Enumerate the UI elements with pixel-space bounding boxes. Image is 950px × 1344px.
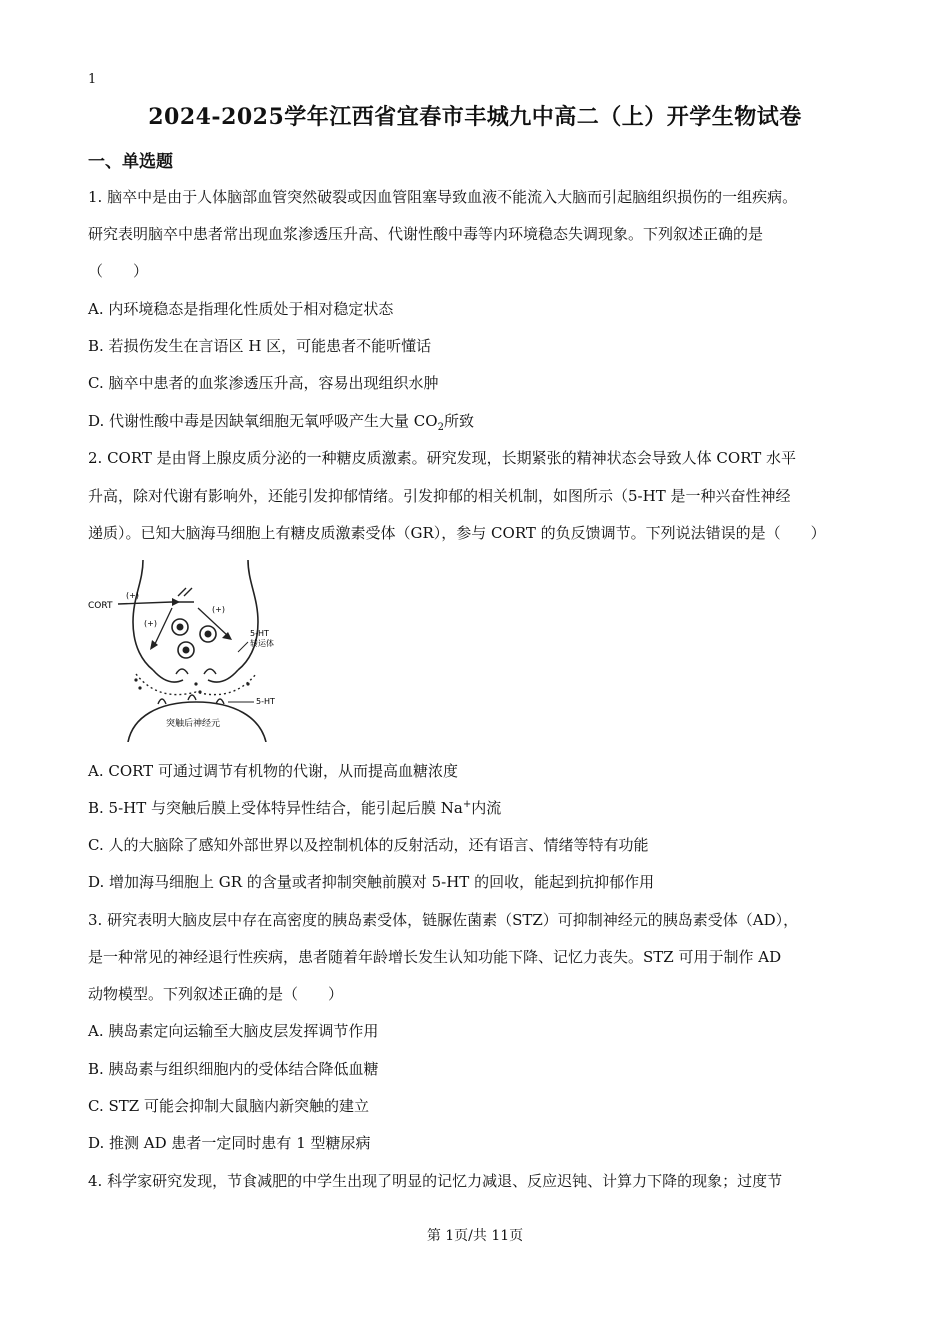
q4-stem-line-1: 4. 科学家研究发现，节食减肥的中学生出现了明显的记忆力减退、反应迟钝、计算力下降的现象；过度节 [88, 1172, 783, 1190]
page-footer: 第 1页/共 11页 [426, 1228, 524, 1244]
synapse-diagram [88, 552, 298, 742]
exam-title: 2024-2025学年江西省宜春市丰城九中高二（上）开学生物试卷 [148, 104, 802, 130]
q1-option-d: D. 代谢性酸中毒是因缺氧细胞无氧呼吸产生大量 $CO_2$所致 [88, 412, 474, 433]
vesicle [205, 631, 212, 638]
cort-arrow [118, 602, 172, 604]
gr-receptor [174, 588, 194, 602]
vesicle [177, 624, 184, 631]
q3-stem-line-3: 动物模型。下列叙述正确的是（ ） [88, 985, 344, 1003]
presynaptic-bottom [153, 670, 238, 682]
page-number: 1 [88, 72, 97, 87]
postsynaptic-label: 突触后神经元 [166, 719, 221, 729]
q2-option-c: C. 人的大脑除了感知外部世界以及控制机体的反射活动，还有语言、情绪等特有功能 [88, 836, 649, 854]
transporter-label: 5-HT [250, 629, 269, 638]
presynaptic-membrane [133, 560, 258, 670]
q1-option-c: C. 脑卒中患者的血浆渗透压升高，容易出现组织水肿 [88, 374, 439, 392]
q2-option-d: D. 增加海马细胞上 GR 的含量或者抑制突触前膜对 5-HT 的回收，能起到抗抑郁作用 [88, 873, 655, 891]
receptor-label: 5-HT [256, 697, 275, 706]
q3-stem-line-1: 3. 研究表明大脑皮层中存在高密度的胰岛素受体，链脲佐菌素（STZ）可抑制神经元的胰岛素受体（AD）， [88, 911, 799, 929]
release-site [176, 669, 188, 674]
section-heading: 一、单选题 [88, 152, 173, 172]
q1-stem-line-1: 1. 脑卒中是由于人体脑部血管突然破裂或因血管阻塞导致血液不能流入大脑而引起脑组织损伤的一组疾病。 [88, 188, 798, 206]
q2-stem-line-1: 2. CORT 是由肾上腺皮质分泌的一种糖皮质激素。研究发现，长期紧张的精神状态会导致人体 CORT 水平 [88, 449, 797, 467]
q2-option-a: A. CORT 可通过调节有机物的代谢，从而提高血糖浓度 [88, 762, 458, 780]
q3-option-b: B. 胰岛素与组织细胞内的受体结合降低血糖 [88, 1060, 379, 1078]
transporter-label: 转运体 [250, 639, 274, 648]
q2-stem-line-3: 递质）。已知大脑海马细胞上有糖皮质激素受体（GR），参与 CORT 的负反馈调节。下列说法错误的是（ ） [88, 524, 826, 542]
q3-option-d: D. 推测 AD 患者一定同时患有 1 型糖尿病 [88, 1134, 371, 1152]
plus-label: (+) [126, 591, 139, 600]
q1-option-a: A. 内环境稳态是指理化性质处于相对稳定状态 [88, 300, 394, 318]
q2-stem-line-2: 升高，除对代谢有影响外，还能引发抑郁情绪。引发抑郁的相关机制，如图所示（5-HT 是一种兴奋性神经 [88, 487, 791, 505]
q3-option-a: A. 胰岛素定向运输至大脑皮层发挥调节作用 [88, 1022, 379, 1040]
vesicle [183, 647, 190, 654]
plus-label: (+) [144, 619, 157, 628]
plus-label: (+) [212, 605, 225, 614]
cort-label: CORT [88, 601, 113, 611]
q3-option-c: C. STZ 可能会抑制大鼠脑内新突触的建立 [88, 1097, 369, 1115]
q2-option-b: B. 5-HT 与突触后膜上受体特异性结合，能引起后膜 Na+内流 [88, 799, 502, 817]
q3-stem-line-2: 是一种常见的神经退行性疾病，患者随着年龄增长发生认知功能下降、记忆力丧失。STZ 可用于制作 AD [88, 948, 782, 966]
q1-stem-line-3: （ ） [88, 262, 149, 280]
q1-option-b: B. 若损伤发生在言语区 H 区，可能患者不能听懂话 [88, 337, 432, 355]
release-site [204, 669, 216, 674]
q1-stem-line-2: 研究表明脑卒中患者常出现血浆渗透压升高、代谢性酸中毒等内环境稳态失调现象。下列叙述正确的是 [88, 225, 764, 243]
